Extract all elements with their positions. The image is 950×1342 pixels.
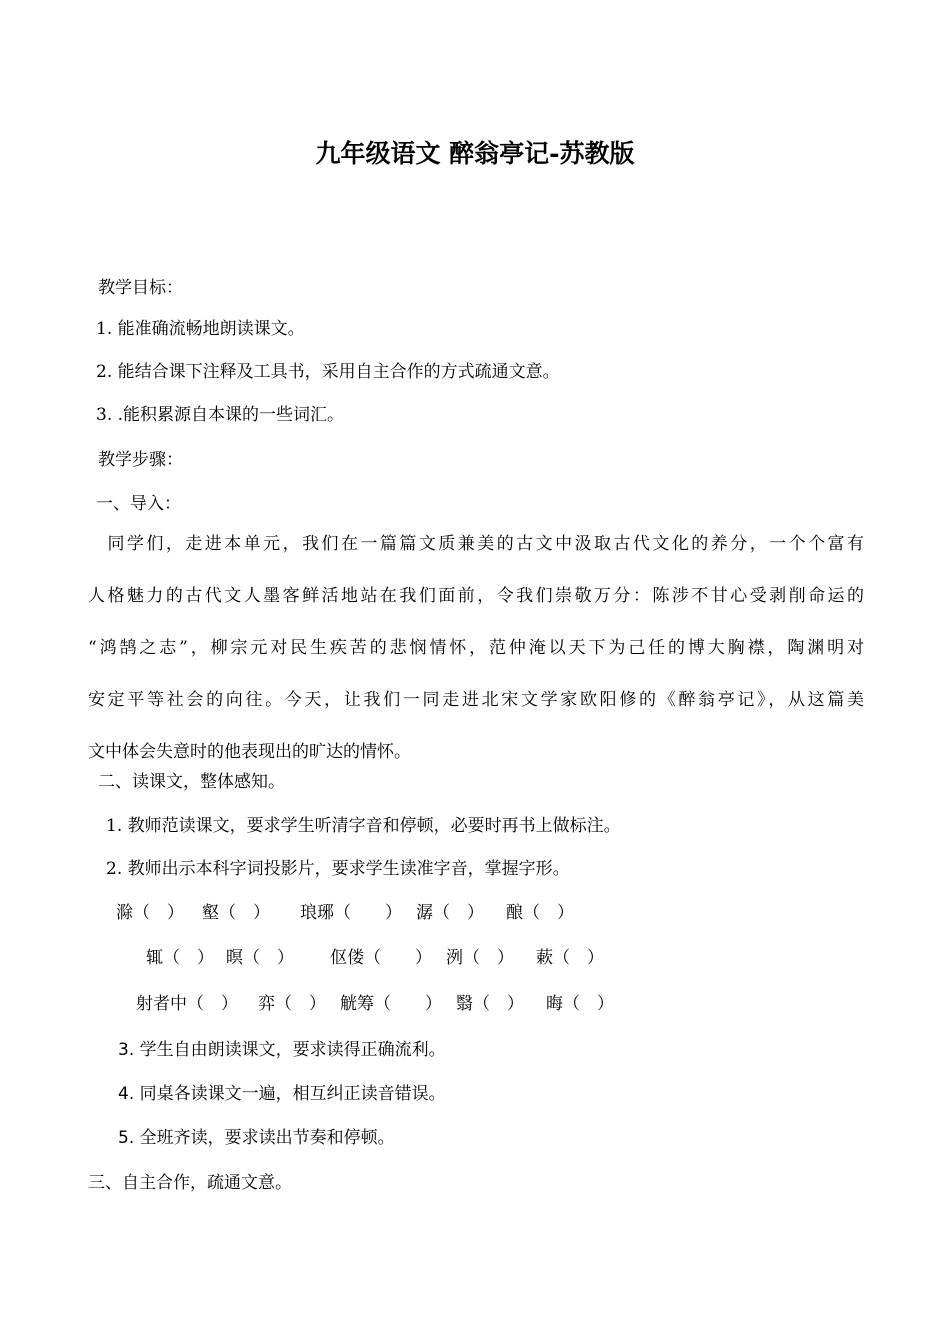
char-item: 伛偻（ ） [330, 948, 432, 968]
char-item: 蔌（ ） [536, 948, 604, 968]
char-item: 洌（ ） [446, 948, 514, 968]
char-item: 觥筹（ ） [340, 994, 442, 1014]
section-heading: 二、读课文，整体感知。 [98, 772, 285, 792]
char-item: 潺（ ） [416, 903, 484, 923]
paragraph-line: 人格魅力的古代文人墨客鲜活地站在我们面前，令我们崇敬万分：陈涉不甘心受剥削命运的 [88, 586, 864, 606]
step-text: 同桌各读课文一遍，相互纠正读音错误。 [134, 1084, 446, 1104]
char-item: 辄（ ） [146, 948, 214, 968]
step-number: 4. [118, 1084, 135, 1104]
char-item: 晦（ ） [546, 994, 614, 1014]
objective-item: 3. .能积累源自本课的一些词汇。 [96, 405, 345, 425]
section-heading: 一、导入： [96, 494, 181, 514]
step-text: 学生自由朗读课文，要求读得正确流利。 [134, 1040, 446, 1060]
char-item: 翳（ ） [456, 994, 524, 1014]
section-heading: 三、自主合作，疏通文意。 [88, 1173, 292, 1193]
intro-paragraph [88, 518, 864, 778]
objective-item: 2. 能结合课下注释及工具书，采用自主合作的方式疏通文意。 [96, 362, 560, 382]
step-item: 1. 教师范读课文，要求学生听清字音和停顿，必要时再书上做标注。 [106, 816, 621, 836]
char-item: 滁（ ） [116, 903, 184, 923]
step-item [118, 1083, 446, 1105]
paragraph-line: 安定平等社会的向往。今天，让我们一同走进北宋文学家欧阳修的《醉翁亭记》，从这篇美 [88, 690, 864, 710]
objectives-heading: 教学目标： [98, 278, 183, 298]
page-title: 九年级语文 醉翁亭记-苏教版 [315, 139, 635, 168]
paragraph-line: 文中体会失意时的他表现出的旷达的情怀。 [88, 742, 411, 762]
step-item [118, 1039, 446, 1061]
char-item: 壑（ ） [202, 903, 270, 923]
paragraph-line: “鸿鹄之志”，柳宗元对民生疾苦的悲悯情怀，范仲淹以天下为己任的博大胸襟，陶渊明对 [88, 638, 864, 658]
paragraph-line: 同学们，走进本单元，我们在一篇篇文质兼美的古文中汲取古代文化的养分，一个个富有 [88, 534, 864, 554]
step-item [118, 1127, 395, 1149]
steps-heading: 教学步骤： [98, 450, 183, 470]
objective-item: 1. 能准确流畅地朗读课文。 [96, 319, 305, 339]
char-item: 酿（ ） [506, 903, 574, 923]
char-item: 射者中（ ） [136, 994, 238, 1014]
step-item: 2. 教师出示本科字词投影片，要求学生读准字音，掌握字形。 [106, 859, 570, 879]
char-item: 琅琊（ ） [300, 903, 402, 923]
step-number: 5. [118, 1128, 135, 1148]
char-item: 弈（ ） [258, 994, 326, 1014]
step-number: 3. [118, 1040, 135, 1060]
step-text: 全班齐读，要求读出节奏和停顿。 [134, 1128, 395, 1148]
char-item: 暝（ ） [226, 948, 294, 968]
